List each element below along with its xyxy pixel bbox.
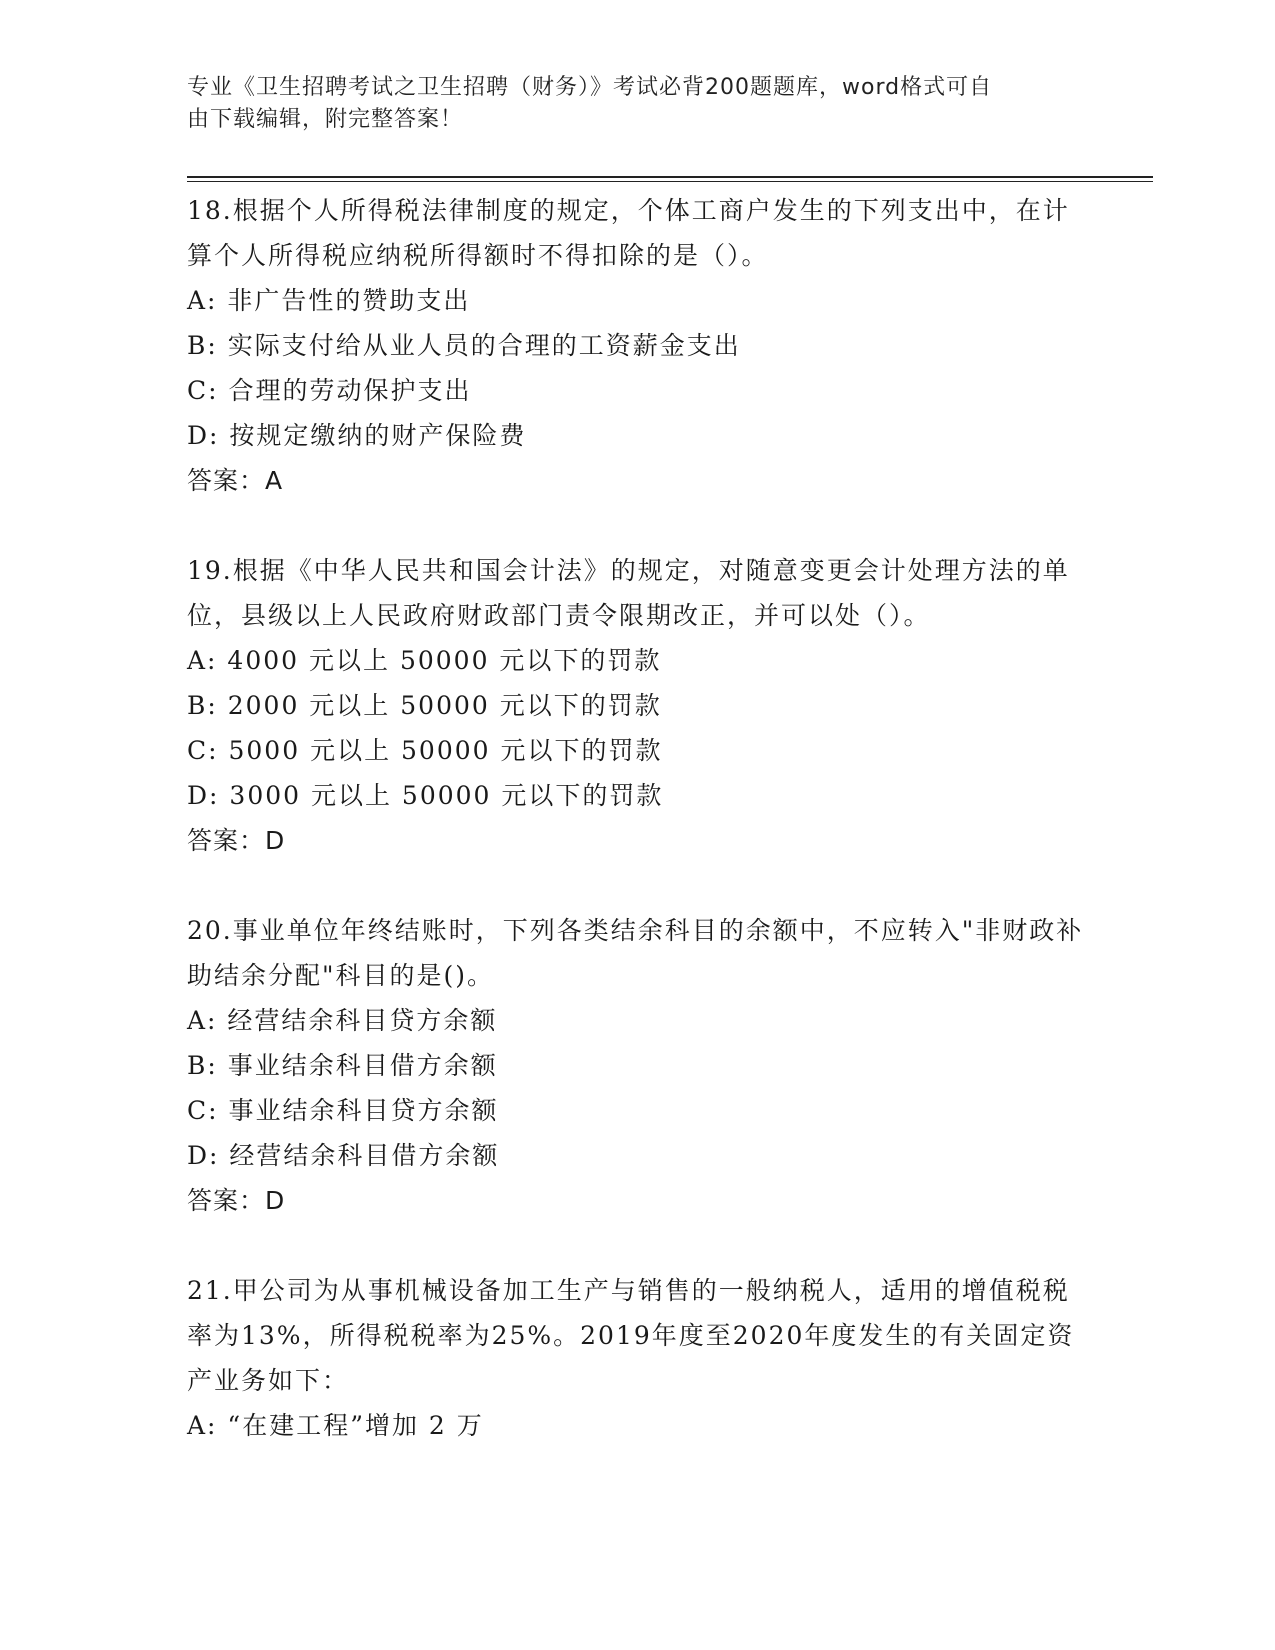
answer-line: 答案：D [187, 1186, 286, 1215]
option-a: A: 4000 元以上 50000 元以下的罚款 [187, 646, 662, 675]
question-stem: 19.根据《中华人民共和国会计法》的规定，对随意变更会计处理方法的单位，县级以上人民政府财政部门责令限期改正，并可以处（）。 [187, 556, 1070, 630]
question-stem: 20.事业单位年终结账时，下列各类结余科目的余额中，不应转入"非财政补助结余分配"科目的是()。 [187, 916, 1084, 990]
option-c: C: 合理的劳动保护支出 [187, 376, 472, 405]
option-a: A: 经营结余科目贷方余额 [187, 1006, 498, 1035]
option-c: C: 5000 元以上 50000 元以下的罚款 [187, 736, 663, 765]
header-rule-thick [187, 176, 1153, 178]
option-a: A: 非广告性的赞助支出 [187, 286, 471, 315]
option-b: B: 事业结余科目借方余额 [187, 1051, 498, 1080]
question-stem: 21.甲公司为从事机械设备加工生产与销售的一般纳税人，适用的增值税税率为13%，所得税税率为25%。2019年度至2020年度发生的有关固定资产业务如下： [187, 1276, 1075, 1395]
question-19 [187, 548, 1087, 863]
question-20 [187, 908, 1087, 1223]
header-line-1: 专业《卫生招聘考试之卫生招聘（财务）》考试必背200题题库，word格式可自 [187, 75, 993, 100]
document-header [187, 72, 1087, 136]
header-line-2: 由下载编辑，附完整答案！ [187, 107, 464, 132]
option-d: D: 3000 元以上 50000 元以下的罚款 [187, 781, 664, 810]
option-c: C: 事业结余科目贷方余额 [187, 1096, 499, 1125]
option-b: B: 2000 元以上 50000 元以下的罚款 [187, 691, 662, 720]
option-b: B: 实际支付给从业人员的合理的工资薪金支出 [187, 331, 741, 360]
question-21 [187, 1268, 1087, 1448]
option-d: D: 经营结余科目借方余额 [187, 1141, 500, 1170]
option-d: D: 按规定缴纳的财产保险费 [187, 421, 527, 450]
answer-line: 答案：A [187, 466, 284, 495]
answer-line: 答案：D [187, 826, 286, 855]
header-rule-thin [187, 181, 1153, 182]
question-18 [187, 188, 1087, 503]
option-a: A: “在建工程”增加 2 万 [187, 1411, 484, 1440]
question-list [187, 188, 1087, 1493]
question-stem: 18.根据个人所得税法律制度的规定，个体工商户发生的下列支出中，在计算个人所得税应纳税所得额时不得扣除的是（）。 [187, 196, 1070, 270]
